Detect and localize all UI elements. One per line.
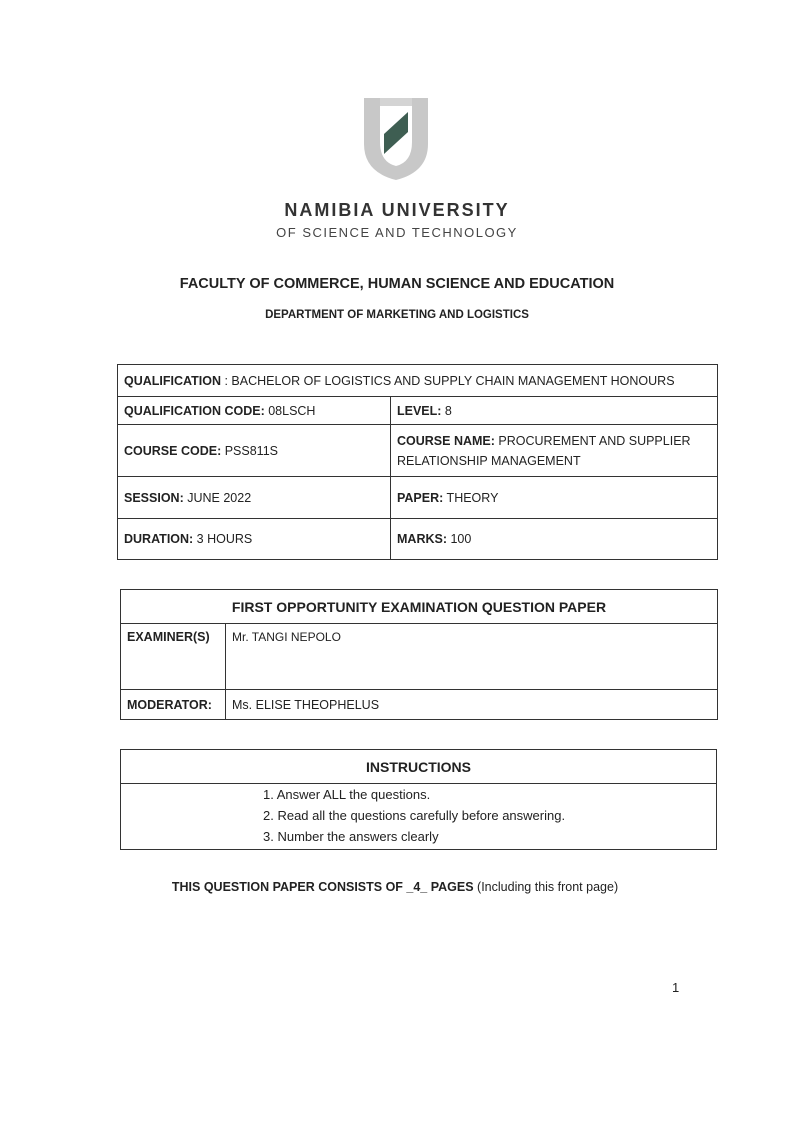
level-cell: LEVEL: 8	[391, 397, 718, 425]
paper-cell: PAPER: THEORY	[391, 477, 718, 519]
instruction-item: 2. Read all the questions carefully before answering.	[263, 808, 566, 823]
moderator-label: MODERATOR:	[121, 690, 226, 720]
marks-cell: MARKS: 100	[391, 519, 718, 560]
examiner-label: EXAMINER(S)	[121, 624, 226, 690]
university-subname: OF SCIENCE AND TECHNOLOGY	[276, 225, 518, 240]
page-number: 1	[672, 980, 680, 995]
qualification-cell: QUALIFICATION : BACHELOR OF LOGISTICS AND SUPPLY CHAIN MANAGEMENT HONOURS	[118, 365, 718, 397]
duration-cell: DURATION: 3 HOURS	[118, 519, 391, 560]
course-details-table	[117, 364, 718, 560]
department-heading: DEPARTMENT OF MARKETING AND LOGISTICS	[265, 309, 529, 321]
session-cell: SESSION: JUNE 2022	[118, 477, 391, 519]
university-name: NAMIBIA UNIVERSITY	[284, 200, 510, 220]
examiners-table	[120, 589, 718, 720]
faculty-heading: FACULTY OF COMMERCE, HUMAN SCIENCE AND EDUCATION	[179, 276, 615, 292]
exam-title: FIRST OPPORTUNITY EXAMINATION QUESTION PAPER	[121, 590, 718, 624]
instruction-item: 3. Number the answers clearly	[263, 829, 439, 844]
course-name-cell: COURSE NAME: PROCUREMENT AND SUPPLIER RELATIONSHIP MANAGEMENT	[391, 425, 718, 477]
course-code-cell: COURSE CODE: PSS811S	[118, 425, 391, 477]
university-logo	[358, 92, 434, 184]
page-count-note: THIS QUESTION PAPER CONSISTS OF _4_ PAGES (Including this front page)	[171, 880, 619, 894]
examiner-value: Mr. TANGI NEPOLO	[226, 624, 718, 690]
instructions-title: INSTRUCTIONS	[121, 750, 717, 784]
moderator-value: Ms. ELISE THEOPHELUS	[226, 690, 718, 720]
instruction-item: 1. Answer ALL the questions.	[263, 787, 431, 802]
qualification-code-cell: QUALIFICATION CODE: 08LSCH	[118, 397, 391, 425]
